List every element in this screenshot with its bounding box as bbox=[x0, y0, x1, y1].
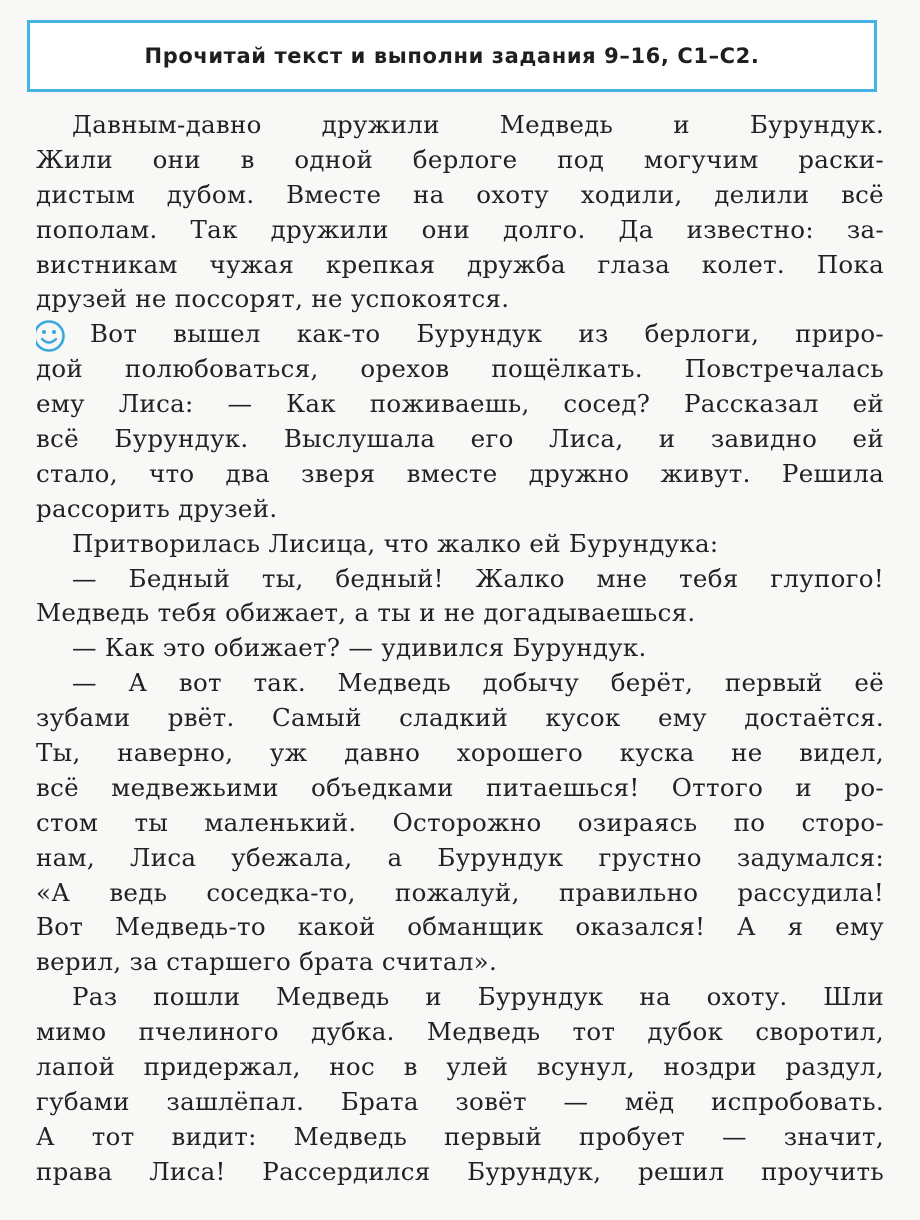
instruction-box bbox=[27, 20, 877, 92]
text-line: права Лиса! Рассердился Бурундук, решил проучить bbox=[36, 1156, 884, 1186]
text-line: Вот вышел как-то Бурундук из берлоги, приро- bbox=[90, 319, 884, 349]
text-line: дой полюбоваться, орехов пощёлкать. Повстречалась bbox=[36, 354, 884, 384]
text-line: Медведь тебя обижает, а ты и не догадываешься. bbox=[36, 598, 696, 628]
text-line: лапой придержал, нос в улей всунул, ноздри раздул, bbox=[36, 1052, 884, 1082]
text-line: Давным-давно дружили Медведь и Бурундук. bbox=[72, 110, 884, 139]
text-line: мимо пчелиного дубка. Медведь тот дубок своротил, bbox=[36, 1017, 884, 1047]
text-line: друзей не поссорят, не успокоятся. bbox=[36, 284, 510, 314]
text-line: рассорить друзей. bbox=[36, 493, 278, 523]
text-line: дистым дубом. Вместе на охоту ходили, делили всё bbox=[36, 179, 884, 209]
text-line: Жили они в одной берлоге под могучим раски- bbox=[36, 144, 884, 174]
text-line: Ты, наверно, уж давно хорошего куска не видел, bbox=[36, 738, 884, 768]
text-line: нам, Лиса убежала, а Бурундук грустно задумался: bbox=[36, 842, 884, 872]
instruction-text: Прочитай текст и выполни задания 9–16, С1–С2. bbox=[144, 44, 760, 68]
text-line: «А ведь соседка-то, пожалуй, правильно рассудила! bbox=[36, 877, 884, 907]
text-line: губами зашлёпал. Брата зовёт — мёд испробовать. bbox=[36, 1086, 884, 1116]
text-line: верил, за старшего брата считал». bbox=[36, 947, 498, 977]
text-line: А тот видит: Медведь первый пробует — значит, bbox=[36, 1121, 884, 1151]
story-text bbox=[36, 108, 884, 1190]
text-line: стом ты маленький. Осторожно озираясь по сторо- bbox=[36, 807, 884, 837]
text-line: зубами рвёт. Самый сладкий кусок ему достаётся. bbox=[36, 703, 884, 733]
text-line: Притворилась Лисица, что жалко ей Бурундука: bbox=[72, 528, 719, 558]
text-line-with-smiley bbox=[36, 317, 884, 352]
text-line: — А вот так. Медведь добычу берёт, первый её bbox=[72, 668, 884, 698]
text-line: стало, что два зверя вместе дружно живут. Решила bbox=[36, 458, 884, 488]
text-line: пополам. Так дружили они долго. Да известно: за- bbox=[36, 214, 884, 244]
text-line: Раз пошли Медведь и Бурундук на охоту. Шли bbox=[72, 982, 884, 1012]
text-line: — Как это обижает? — удивился Бурундук. bbox=[72, 633, 647, 663]
text-line: вистникам чужая крепкая дружба глаза колет. Пока bbox=[36, 249, 884, 279]
text-line: — Бедный ты, бедный! Жалко мне тебя глупого! bbox=[72, 563, 884, 593]
text-line: всё Бурундук. Выслушала его Лиса, и завидно ей bbox=[36, 424, 884, 454]
text-line: всё медвежьими объедками питаешься! Оттого и ро- bbox=[36, 772, 884, 802]
text-line: Вот Медведь-то какой обманщик оказался! А я ему bbox=[36, 912, 884, 942]
smiley-face-icon bbox=[36, 319, 66, 352]
text-line: ему Лиса: — Как поживаешь, сосед? Рассказал ей bbox=[36, 389, 884, 419]
